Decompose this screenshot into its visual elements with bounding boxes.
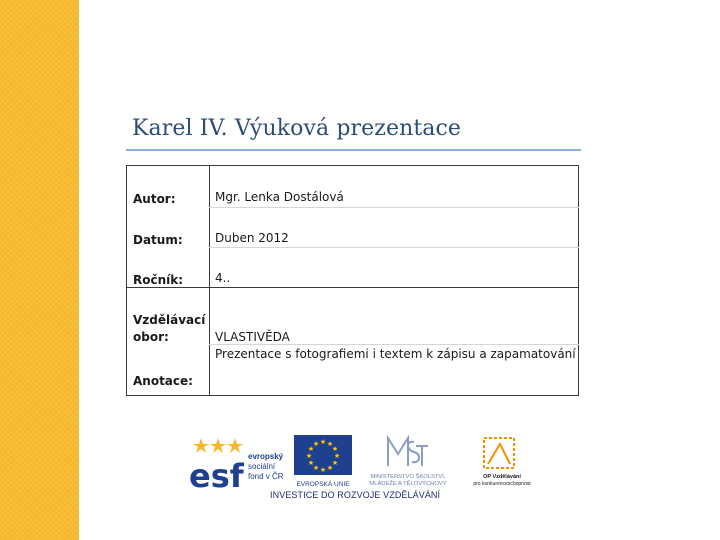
row-divider xyxy=(127,287,579,288)
label-anotace: Anotace: xyxy=(133,374,193,388)
svg-text:★: ★ xyxy=(333,452,341,460)
msmt-logo xyxy=(358,432,458,490)
svg-text:★: ★ xyxy=(331,445,339,453)
slide-title: Karel IV. Výuková prezentace xyxy=(132,116,462,141)
svg-text:★: ★ xyxy=(326,464,334,472)
value-anotace: Prezentace s fotografiemi i textem k zápisu a zapamatování xyxy=(215,347,576,361)
eu-caption: EVROPSKÁ UNIE xyxy=(296,481,350,488)
op-caption-2: pro konkurenceschopnost xyxy=(473,481,531,487)
logo-tagline: INVESTICE DO ROZVOJE VZDĚLÁVÁNÍ xyxy=(270,490,441,500)
svg-text:★: ★ xyxy=(307,445,315,453)
label-obor: obor: xyxy=(133,330,169,344)
esf-letters: esf xyxy=(189,457,244,489)
row-divider xyxy=(209,207,579,208)
column-divider xyxy=(209,166,210,395)
value-datum: Duben 2012 xyxy=(215,231,289,245)
value-autor: Mgr. Lenka Dostálová xyxy=(215,190,344,204)
title-underline xyxy=(126,149,581,151)
info-table xyxy=(126,165,579,396)
op-vzdelavani-logo xyxy=(472,434,532,490)
msmt-caption-1: MINISTERSTVO ŠKOLSTVÍ, xyxy=(370,474,446,480)
esf-logo xyxy=(188,435,288,489)
label-datum: Datum: xyxy=(133,233,183,247)
value-obor: VLASTIVĚDA xyxy=(215,330,290,344)
svg-text:★: ★ xyxy=(319,438,327,446)
svg-text:★: ★ xyxy=(331,459,339,467)
value-rocnik: 4.. xyxy=(215,271,231,285)
esf-line3: fond v ČR xyxy=(248,472,284,481)
row-divider xyxy=(209,247,579,248)
svg-text:★: ★ xyxy=(305,452,313,460)
op-caption-1: OP Vzdělávání xyxy=(483,474,521,480)
svg-text:★: ★ xyxy=(326,440,334,448)
svg-text:★: ★ xyxy=(307,459,315,467)
label-rocnik: Ročník: xyxy=(133,273,184,287)
eu-flag-logo xyxy=(292,435,354,489)
svg-text:★: ★ xyxy=(319,466,327,474)
svg-text:★: ★ xyxy=(312,464,320,472)
svg-text:★: ★ xyxy=(312,440,320,448)
side-decorative-band xyxy=(0,0,79,540)
label-autor: Autor: xyxy=(133,192,176,206)
esf-line1: evropský xyxy=(248,452,284,461)
esf-line2: sociální xyxy=(248,462,276,471)
msmt-caption-2: MLÁDEŽE A TĚLOVÝCHOVY xyxy=(369,481,447,487)
label-vzdelavaci: Vzdělávací xyxy=(133,313,206,327)
